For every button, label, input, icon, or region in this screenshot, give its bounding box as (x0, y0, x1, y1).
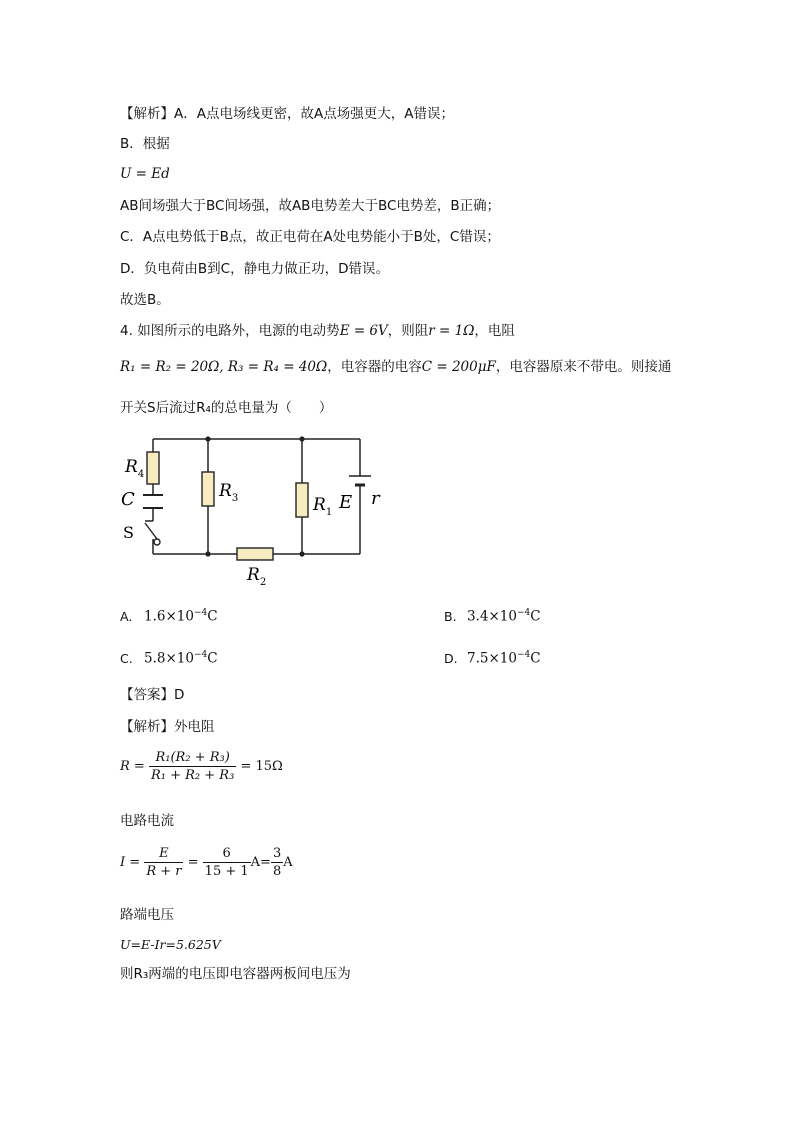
option-letter: D. (444, 651, 458, 666)
r4-resistor (147, 452, 159, 484)
stem-text: ，则阻 (387, 323, 429, 339)
capacitance-value: C = 200μF (421, 359, 496, 375)
analysis-line-b: B．根据 (120, 136, 170, 152)
r1-resistor (296, 483, 308, 517)
question-4-line-1 (120, 322, 515, 340)
internal-resistance: r = 1Ω (428, 323, 475, 339)
stem-text: 如图所示的电路外，电源的电动势 (137, 323, 340, 339)
r4-label: $R_4$ (125, 457, 145, 480)
stem-text: ，电容器原来不带电。则接通 (495, 359, 672, 375)
question-4-line-2 (120, 358, 671, 376)
analysis2-line-1 (120, 718, 215, 736)
e-label: E (339, 492, 353, 513)
c-label: C (121, 489, 135, 510)
analysis-a-text: A．A点电场线更密，故A点场强更大，A错误； (174, 106, 454, 122)
external-resistance-text: 外电阻 (174, 719, 215, 735)
capacitor (143, 495, 163, 508)
r-internal-label: r (371, 488, 380, 509)
circuit-diagram (115, 428, 395, 593)
r2-resistor (237, 548, 273, 560)
option-letter: C. (120, 651, 133, 666)
option-value: $5.8\times 10^{-4}C$ (144, 650, 218, 667)
option-letter: A. (120, 609, 133, 624)
s-label: S (123, 523, 134, 542)
analysis-label: 【解析】 (120, 719, 174, 735)
formula-current: I = $\frac{E}{R + r}$ = $\frac{6}{15 + 1}$ A= $\frac{3}{8}$ A (120, 846, 293, 879)
emf-value: E = 6V (339, 323, 388, 339)
formula-terminal-voltage: U=E-Ir=5.625V (120, 937, 221, 952)
battery (349, 476, 371, 485)
option-letter: B. (444, 609, 457, 624)
analysis-line-d: D．负电荷由B到C，静电力做正功，D错误。 (120, 261, 389, 277)
formula-external-resistance: R = $\frac{\text{R₁(R₂ + R₃)}}{\text{R₁ + R₂ + R₃}}$ = 15Ω (120, 750, 283, 783)
analysis-label: 【解析】 (120, 106, 174, 122)
formula-u-ed: U = Ed (120, 166, 170, 182)
question-number: 4. (120, 323, 133, 339)
terminal-voltage-label: 路端电压 (120, 907, 174, 923)
analysis-conclusion: 故选B。 (120, 292, 170, 308)
r1-label: $R_1$ (313, 495, 333, 518)
r2-label: $R_2$ (247, 565, 267, 588)
option-value: $1.6\times 10^{-4}C$ (144, 608, 218, 625)
analysis-line-c: C．A点电势低于B点，故正电荷在A处电势能小于B处，C错误； (120, 229, 500, 245)
option-value: $3.4\times 10^{-4}C$ (467, 608, 541, 625)
analysis-line-a (120, 105, 454, 123)
current-label: 电路电流 (120, 813, 174, 829)
stem-text: ，电容器的电容 (327, 359, 422, 375)
r3-resistor (202, 472, 214, 506)
answer-label: 【答案】 (120, 687, 174, 703)
option-value: $7.5\times 10^{-4}C$ (467, 650, 541, 667)
resistor-values: R₁ = R₂ = 20Ω, R₃ = R₄ = 40Ω (120, 359, 328, 375)
stem-text: ，电阻 (474, 323, 515, 339)
analysis-line-b2: AB间场强大于BC间场强，故AB电势差大于BC电势差，B正确； (120, 198, 501, 214)
question-4-line-3: 开关S后流过R₄的总电量为（ ） (120, 400, 333, 416)
answer-value: D (174, 687, 185, 703)
answer-line (120, 686, 184, 704)
r3-label: $R_3$ (219, 481, 239, 504)
analysis2-last-line: 则R₃两端的电压即电容器两板间电压为 (120, 966, 351, 982)
